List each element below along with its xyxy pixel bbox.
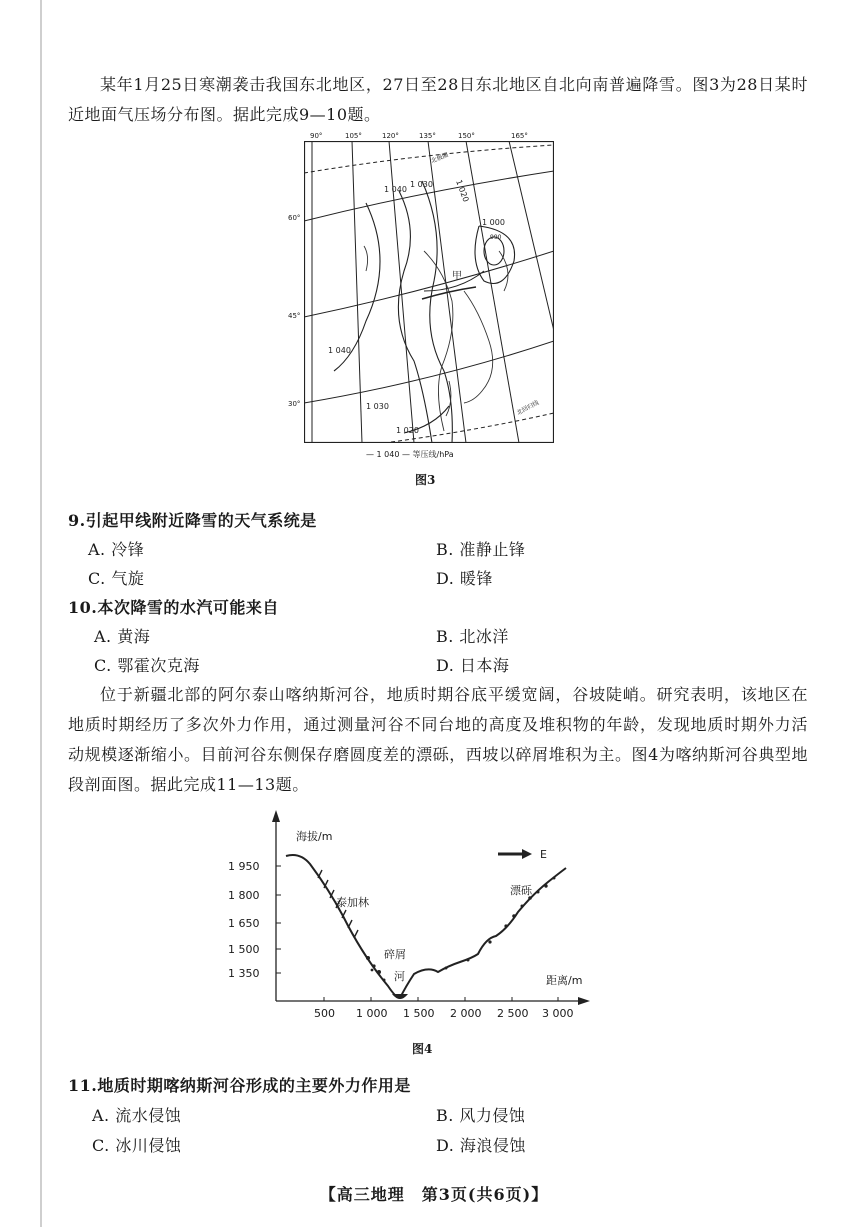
lon-label-120: 120° — [382, 132, 399, 140]
x-tick: 2 500 — [497, 1007, 529, 1020]
question-9-stem: 9.引起甲线附近降雪的天气系统是 — [68, 511, 317, 530]
q10-option-c[interactable]: C. 鄂霍次克海 — [94, 656, 200, 675]
y-tick: 1 500 — [228, 943, 260, 956]
lat-label-45: 45° — [288, 312, 301, 320]
q10-option-a[interactable]: A. 黄海 — [94, 627, 151, 646]
isobar-label: 1 020 — [396, 426, 419, 435]
page-footer: 【高三地理 第3页(共6页)】 — [319, 1185, 549, 1204]
x-tick: 1 000 — [356, 1007, 388, 1020]
q11-option-d[interactable]: D. 海浪侵蚀 — [436, 1136, 526, 1155]
isobar-label: 1 030 — [366, 402, 389, 411]
tropic-label: 北回归线 — [515, 399, 541, 417]
lon-label-165: 165° — [511, 132, 528, 140]
q10-option-d[interactable]: D. 日本海 — [436, 656, 510, 675]
lon-label-105: 105° — [345, 132, 362, 140]
lat-label-60: 60° — [288, 214, 301, 222]
y-tick: 1 950 — [228, 860, 260, 873]
pressure-map — [304, 141, 554, 443]
page-edge — [40, 0, 42, 1227]
isobar-label: 1 040 — [328, 346, 351, 355]
q9-option-c[interactable]: C. 气旋 — [88, 569, 145, 588]
line-label-jia: 甲 — [452, 271, 462, 282]
lat-label-30: 30° — [288, 400, 301, 408]
q10-option-b[interactable]: B. 北冰洋 — [436, 627, 509, 646]
isobar-label: 1 040 — [384, 185, 407, 194]
x-tick: 3 000 — [542, 1007, 574, 1020]
lon-label-135: 135° — [419, 132, 436, 140]
y-tick: 1 650 — [228, 917, 260, 930]
isobar-label: 990 — [490, 234, 502, 241]
y-tick: 1 800 — [228, 889, 260, 902]
q9-option-d[interactable]: D. 暖锋 — [436, 569, 493, 588]
q11-option-a[interactable]: A. 流水侵蚀 — [92, 1106, 182, 1125]
q11-option-c[interactable]: C. 冰川侵蚀 — [92, 1136, 182, 1155]
figure-4-caption: 图4 — [412, 1042, 433, 1056]
y-axis-label: 海拔/m — [296, 830, 333, 843]
longitude-labels — [306, 132, 566, 142]
x-axis-label: 距离/m — [546, 974, 583, 987]
isobar-label: 1 020 — [454, 178, 471, 204]
intro-paragraph-2: 位于新疆北部的阿尔泰山喀纳斯河谷，地质时期谷底平缓宽阔，谷坡陡峭。研究表明，该地区在地质时期经历了多次外力作用，通过测量河谷不同台地的高度及堆积物的年龄，发现地质时期外力活动规模逐渐缩小。目前河谷东侧保存磨圆度差的漂砾，西坡以碎屑堆积为主。图4为喀纳斯河谷典型地段剖面图。据此完成11—13题。 — [68, 685, 808, 794]
east-label: E — [540, 848, 547, 861]
question-10-stem: 10.本次降雪的水汽可能来自 — [68, 598, 279, 617]
boulder-label: 漂砾 — [510, 884, 532, 897]
x-tick: 2 000 — [450, 1007, 482, 1020]
valley-profile-diagram — [228, 808, 608, 1033]
taiga-label: 泰加林 — [336, 896, 369, 909]
arctic-circle-label: 北极圈 — [430, 151, 450, 165]
question-11-stem: 11.地质时期喀纳斯河谷形成的主要外力作用是 — [68, 1076, 411, 1095]
y-tick: 1 350 — [228, 967, 260, 980]
map-legend: — 1 040 — 等压线/hPa — [366, 450, 454, 459]
x-tick: 1 500 — [403, 1007, 435, 1020]
q11-option-b[interactable]: B. 风力侵蚀 — [436, 1106, 526, 1125]
x-tick: 500 — [314, 1007, 335, 1020]
q9-option-b[interactable]: B. 准静止锋 — [436, 540, 526, 559]
lon-label-150: 150° — [458, 132, 475, 140]
debris-label: 碎屑 — [384, 948, 406, 961]
figure-3-caption: 图3 — [415, 473, 436, 487]
lon-label-90: 90° — [310, 132, 323, 140]
isobar-label: 1 000 — [482, 218, 505, 227]
intro-paragraph-1: 某年1月25日寒潮袭击我国东北地区，27日至28日东北地区自北向南普遍降雪。图3为28日某时近地面气压场分布图。据此完成9—10题。 — [68, 75, 808, 124]
q9-option-a[interactable]: A. 冷锋 — [88, 540, 145, 559]
river-label: 河 — [394, 970, 405, 983]
isobar-label: 1 030 — [410, 180, 433, 189]
